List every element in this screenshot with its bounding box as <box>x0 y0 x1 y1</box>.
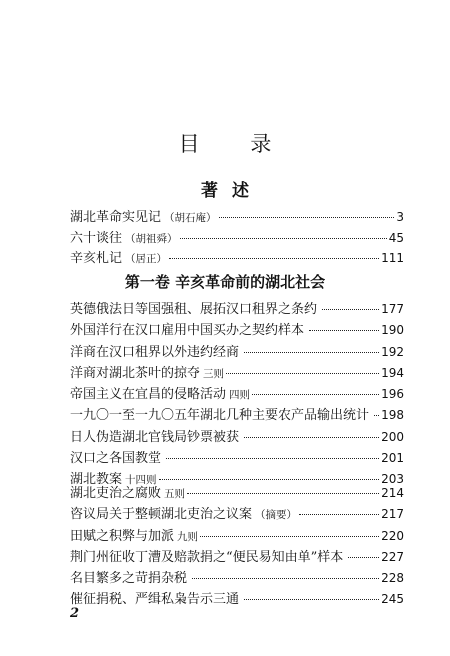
toc-entry[interactable] <box>70 341 404 362</box>
entry-title: 荆门州征收丁漕及赔款捐之“便民易知由单”样本 <box>70 549 344 565</box>
dot-leader <box>374 414 379 416</box>
entry-page: 203 <box>381 472 404 487</box>
entry-title: 六十谈往 <box>70 230 123 246</box>
entry-page: 220 <box>381 528 404 543</box>
dot-leader <box>244 351 379 353</box>
entry-note: 四则 <box>229 389 251 402</box>
toc-entry[interactable] <box>70 426 404 447</box>
entry-page: 228 <box>381 571 404 586</box>
dot-leader <box>244 436 379 438</box>
entry-page: 177 <box>381 302 404 316</box>
entry-page: 194 <box>381 365 404 380</box>
entry-page: 217 <box>381 507 404 522</box>
entry-author: （居正） <box>125 253 168 265</box>
dot-leader <box>219 216 395 218</box>
entry-title: 洋商在汉口租界以外违约经商 <box>70 344 240 360</box>
toc-entry[interactable] <box>70 404 404 425</box>
toc-entry[interactable] <box>70 447 404 468</box>
entry-page: 190 <box>381 323 404 338</box>
entry-title: 辛亥札记 <box>70 251 123 266</box>
entry-title: 湖北革命实见记 <box>70 210 162 225</box>
dot-leader <box>166 457 379 459</box>
entry-page: 201 <box>381 451 404 466</box>
toc-entry[interactable] <box>70 503 404 524</box>
entry-page: 192 <box>381 344 404 359</box>
dot-leader <box>252 393 379 395</box>
dot-leader <box>159 478 380 480</box>
entry-page: 245 <box>381 592 404 607</box>
toc-entry[interactable] <box>70 383 404 404</box>
entry-page: 3 <box>396 210 404 224</box>
dot-leader <box>299 513 379 515</box>
entry-title: 田赋之积弊与加派 <box>70 528 175 544</box>
entry-note: （摘要） <box>255 509 298 522</box>
entry-page: 196 <box>381 387 404 402</box>
toc-entry[interactable] <box>70 362 404 383</box>
entry-note: 三则 <box>203 367 225 380</box>
page-number: 2 <box>70 606 80 621</box>
entry-page: 111 <box>381 251 404 265</box>
toc-entry[interactable] <box>70 482 404 503</box>
section-heading: 著述 <box>201 181 263 201</box>
toc-entry[interactable] <box>70 567 404 588</box>
entry-title: 汉口之各国教堂 <box>70 451 162 467</box>
toc-entry[interactable] <box>70 247 404 268</box>
dot-leader <box>192 577 379 579</box>
entry-title: 帝国主义在宜昌的侵略活动 <box>70 387 227 403</box>
toc-entry[interactable] <box>70 298 404 319</box>
entry-title: 洋商对湖北茶叶的掠夺 <box>70 365 201 381</box>
toc-entry[interactable] <box>70 588 404 609</box>
entry-note: 五则 <box>164 488 186 500</box>
entry-title: 日人伪造湖北官钱局钞票被获 <box>70 429 240 445</box>
volume-heading: 第一卷 辛亥革命前的湖北社会 <box>124 273 326 291</box>
toc-entry[interactable] <box>70 525 404 546</box>
toc-entry[interactable] <box>70 546 404 567</box>
entry-page: 227 <box>381 549 404 564</box>
dot-leader <box>244 598 379 600</box>
entry-page: 200 <box>381 429 404 444</box>
entry-note: 九则 <box>177 530 199 543</box>
dot-leader <box>169 257 379 259</box>
toc-entry[interactable] <box>70 319 404 340</box>
entry-title: 咨议局关于整顿湖北吏治之议案 <box>70 507 253 523</box>
entry-page: 214 <box>381 486 404 500</box>
entry-title: 名目繁多之苛捐杂税 <box>70 571 188 587</box>
entry-title: 英德俄法日等国强租、展拓汉口租界之条约 <box>70 302 318 317</box>
entry-author: （胡祖舜） <box>125 232 178 245</box>
dot-leader <box>180 237 387 239</box>
dot-leader <box>322 308 379 310</box>
entry-title: 湖北吏治之腐败 <box>70 486 162 501</box>
entry-title: 催征捐税、严缉私枭告示三通 <box>70 592 240 608</box>
entry-title: 外国洋行在汉口雇用中国买办之契约样本 <box>70 323 305 339</box>
dot-leader <box>226 372 379 374</box>
dot-leader <box>348 556 379 558</box>
page-title: 目 录 <box>178 132 294 156</box>
entry-author: （胡石庵） <box>164 212 217 224</box>
entry-title: 湖北教案 <box>70 472 123 488</box>
entry-note: 十四则 <box>125 474 157 487</box>
works-list <box>70 206 404 268</box>
entry-page: 198 <box>381 408 404 423</box>
governance-entries-list <box>70 482 404 610</box>
volume-entries-list <box>70 298 404 490</box>
dot-leader <box>187 492 379 494</box>
toc-entry[interactable] <box>70 206 404 227</box>
dot-leader <box>309 329 379 331</box>
entry-title: 一九〇一至一九〇五年湖北几种主要农产品输出统计 <box>70 408 370 424</box>
dot-leader <box>200 535 379 537</box>
toc-entry[interactable] <box>70 227 404 248</box>
entry-page: 45 <box>388 230 404 245</box>
